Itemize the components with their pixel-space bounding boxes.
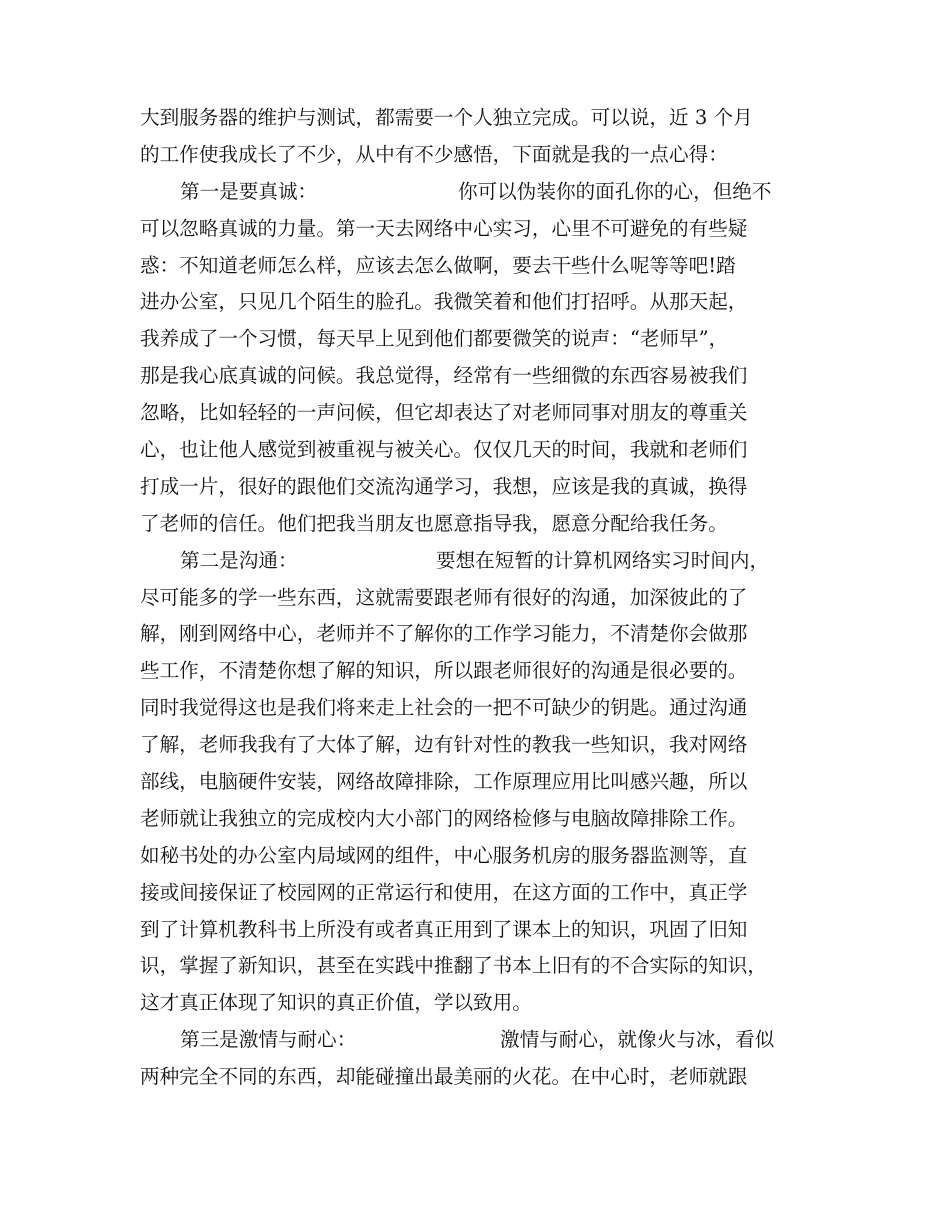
document-body: [140, 100, 820, 1096]
text-line: 如秘书处的办公室内局域网的组件，中心服务机房的服务器监测等，直: [140, 843, 748, 867]
section-heading-line: [140, 543, 820, 580]
text-line: 那是我心底真诚的问候。我总觉得，经常有一些细微的东西容易被我们: [140, 364, 748, 388]
text-line: 两种完全不同的东西，却能碰撞出最美丽的火花。在中心时，老师就跟: [140, 1065, 748, 1089]
section-label: 第二是沟通：: [180, 548, 298, 572]
text-line: 识，掌握了新知识，甚至在实践中推翻了书本上旧有的不合实际的知识，: [140, 954, 767, 978]
text-line: 同时我觉得这也是我们将来走上社会的一把不可缺少的钥匙。通过沟通: [140, 696, 748, 720]
text-line: 部线，电脑硬件安装，网络故障排除，工作原理应用比叫感兴趣，所以: [140, 770, 748, 794]
section-heading-line: [140, 1022, 820, 1059]
text-line: 可以忽略真诚的力量。第一天去网络中心实习，心里不可避免的有些疑: [140, 216, 748, 240]
text-line: 大到服务器的维护与测试，都需要一个人独立完成。可以说，近 3 个月: [140, 106, 753, 129]
text-line: 忽略，比如轻轻的一声问候，但它却表达了对老师同事对朋友的尊重关: [140, 401, 748, 425]
text-line: 惑：不知道老师怎么样，应该去怎么做啊，要去干些什么呢等等吧!踏: [140, 253, 736, 277]
text-line: 了老师的信任。他们把我当朋友也愿意指导我，愿意分配给我任务。: [140, 511, 728, 535]
text-line: 些工作，不清楚你想了解的知识，所以跟老师很好的沟通是很必要的。: [140, 659, 748, 683]
text-line: 这才真正体现了知识的真正价值，学以致用。: [140, 991, 532, 1015]
section-label: 第一是要真诚：: [180, 179, 318, 203]
section-text: 要想在短暂的计算机网络实习时间内，: [436, 548, 770, 572]
section-heading-line: [140, 174, 820, 211]
text-line: 进办公室，只见几个陌生的脸孔。我微笑着和他们打招呼。从那天起，: [140, 290, 748, 314]
text-line: 解，刚到网络中心，老师并不了解你的工作学习能力，不清楚你会做那: [140, 622, 748, 646]
text-line: 老师就让我独立的完成校内大小部门的网络检修与电脑故障排除工作。: [140, 806, 748, 830]
text-line: 我养成了一个习惯，每天早上见到他们都要微笑的说声：“老师早”，: [140, 327, 729, 351]
text-line: 心，也让他人感觉到被重视与被关心。仅仅几天的时间，我就和老师们: [140, 438, 748, 462]
text-line: 打成一片，很好的跟他们交流沟通学习，我想，应该是我的真诚，换得: [140, 474, 748, 498]
text-line: 尽可能多的学一些东西，这就需要跟老师有很好的沟通，加深彼此的了: [140, 585, 748, 609]
section-text: 你可以伪装你的面孔你的心，但绝不: [458, 179, 772, 203]
text-line: 接或间接保证了校园网的正常运行和使用，在这方面的工作中，真正学: [140, 880, 748, 904]
text-line: 到了计算机教科书上所没有或者真正用到了课本上的知识，巩固了旧知: [140, 917, 748, 941]
text-line: 的工作使我成长了不少，从中有不少感悟，下面就是我的一点心得：: [140, 142, 728, 166]
section-label: 第三是激情与耐心：: [180, 1028, 357, 1052]
section-text: 激情与耐心，就像火与冰，看似: [500, 1028, 775, 1052]
text-line: 了解，老师我我有了大体了解，边有针对性的教我一些知识，我对网络: [140, 733, 748, 757]
